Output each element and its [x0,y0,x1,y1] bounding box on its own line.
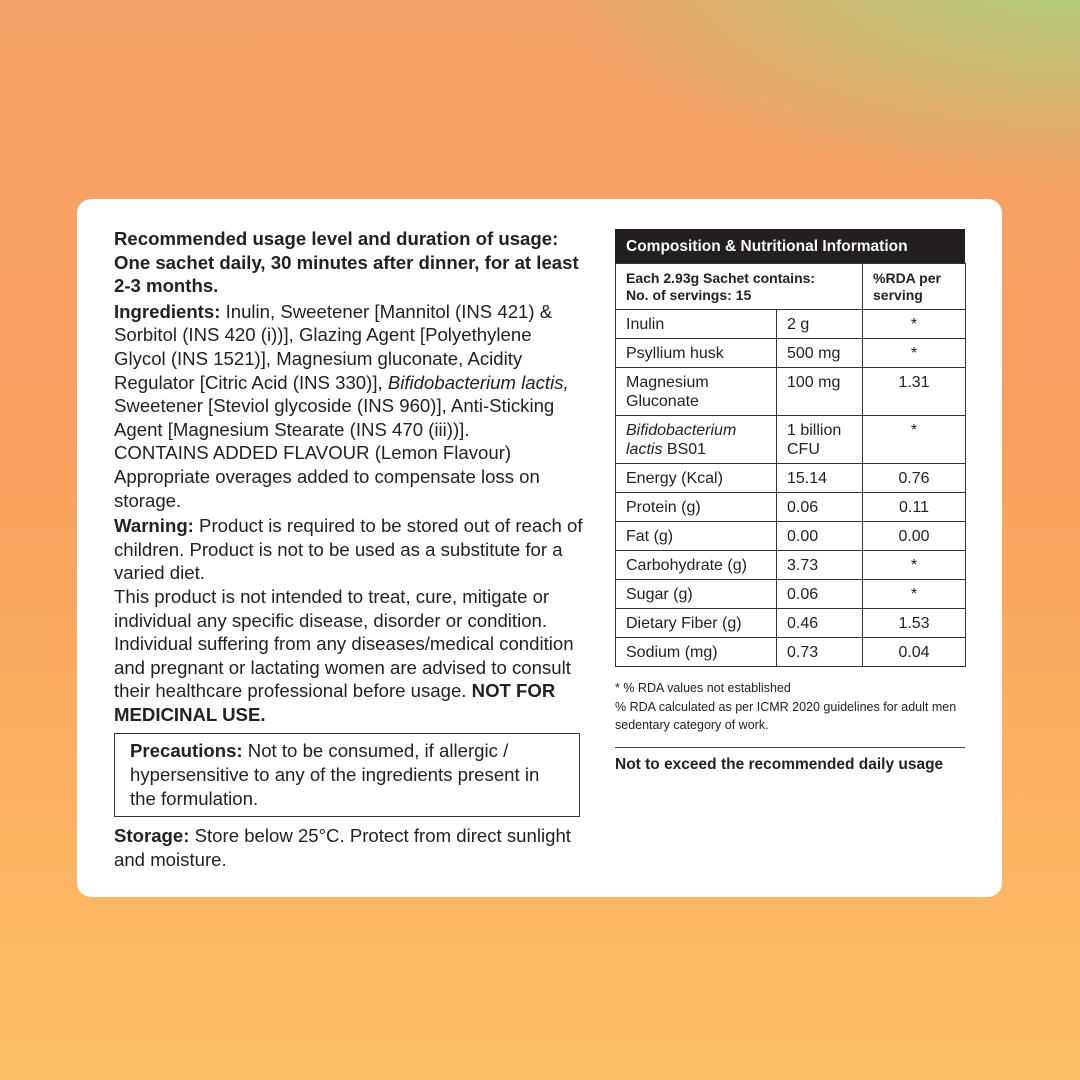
nutrient-amount: 500 mg [777,339,863,368]
ingredients-text: Inulin, Sweetener [Mannitol (INS 421) & Sorbitol (INS 420 (i))], Glazing Agent [Polyethylene Glycol (INS 1521)], Magnesium gluconate, Acidity Regulator [Citric Acid (INS 330)], [114,300,553,393]
precautions-box [114,733,580,817]
not-medicinal-notice: NOT FOR MEDICINAL USE. [114,680,556,725]
nutrition-row [616,580,966,609]
nutrition-row [616,522,966,551]
nutrient-name: Energy (Kcal) [616,464,777,493]
disclaimer-paragraph [114,585,584,727]
nutrition-row [616,339,966,368]
nutrient-amount: 0.06 [777,580,863,609]
nutrition-rows [616,310,966,667]
ingredients-paragraph [114,300,584,442]
servings-count: No. of servings: 15 [626,287,752,303]
nutrient-amount: 100 mg [777,368,863,416]
nutrient-name: Protein (g) [616,493,777,522]
nutrient-name: Carbohydrate (g) [616,551,777,580]
label-card [77,199,1002,897]
nutrition-table [615,263,966,667]
nutrition-row [616,368,966,416]
nutrient-rda: * [863,580,966,609]
nutrition-row [616,551,966,580]
nutrient-rda: 0.11 [863,493,966,522]
sachet-contents: Each 2.93g Sachet contains: [626,270,816,286]
nutrient-name: Bifidobacterium lactis BS01 [616,416,777,464]
storage-paragraph [114,824,584,871]
storage-label: Storage: [114,825,190,847]
nutrient-name: Inulin [616,310,777,339]
nutrient-amount: 0.06 [777,493,863,522]
overages-statement: Appropriate overages added to compensate loss on storage. [114,465,540,511]
nutrient-amount: 0.46 [777,609,863,638]
storage-text: Store below 25°C. Protect from direct sunlight and moisture. [114,825,571,870]
precautions-text: Not to be consumed, if allergic / hypersensitive to any of the ingredients present in the formulation. [130,740,540,809]
ingredients-label: Ingredients: [114,300,221,322]
nutrient-rda: 1.31 [863,368,966,416]
nutrition-row [616,416,966,464]
nutrient-name: Sodium (mg) [616,638,777,667]
nutrient-name: Dietary Fiber (g) [616,609,777,638]
ingredients-text-cont: Sweetener [Steviol glycoside (INS 960)], Anti-Sticking Agent [Magnesium Stearate (INS 470 (iii))]. [114,395,555,440]
rda-header-cell: %RDA per serving [863,264,966,310]
nutrient-amount: 2 g [777,310,863,339]
nutrition-row [616,493,966,522]
nutrient-amount: 3.73 [777,551,863,580]
daily-limit-notice: Not to exceed the recommended daily usage [615,755,944,773]
nutrient-name: Psyllium husk [616,339,777,368]
nutrition-row [616,638,966,667]
nutrient-amount: 0.73 [777,638,863,667]
nutrient-amount: 1 billion CFU [777,416,863,464]
serving-info-cell [616,264,863,310]
footnotes [615,679,965,735]
warning-paragraph [114,514,584,585]
nutrient-rda: 0.76 [863,464,966,493]
nutrient-amount: 0.00 [777,522,863,551]
precautions-label: Precautions: [130,740,243,762]
nutrient-rda: * [863,339,966,368]
divider [615,747,965,748]
disclaimer-text: This product is not intended to treat, cure, mitigate or individual any specific disease, disorder or condition. Individual suffering from any diseases/medical condition and pregnant or lactating women are advised to consult their healthcare professional before usage. [114,585,574,702]
usage-instructions: Recommended usage level and duration of usage: One sachet daily, 30 minutes after dinner, for at least 2-3 months. [114,228,579,297]
nutrition-row [616,609,966,638]
nutrient-rda: 0.04 [863,638,966,667]
nutrient-rda: * [863,416,966,464]
nutrient-rda: * [863,551,966,580]
warning-label: Warning: [114,515,194,537]
nutrition-table-header-row [616,264,966,310]
nutrition-table-title: Composition & Nutritional Information [615,229,965,263]
product-info-column [114,227,584,871]
nutrient-name: Fat (g) [616,522,777,551]
nutrient-name: Magnesium Gluconate [616,368,777,416]
ingredients-probiotic: Bifidobacterium lactis, [387,371,569,393]
nutrition-row [616,464,966,493]
nutrient-rda: 1.53 [863,609,966,638]
nutrient-rda: * [863,310,966,339]
nutrition-row [616,310,966,339]
nutrition-column [615,229,965,774]
nutrient-amount: 15.14 [777,464,863,493]
nutrient-name: Sugar (g) [616,580,777,609]
rda-footnote: * % RDA values not established [615,681,791,695]
warning-text: Product is required to be stored out of reach of children. Product is not to be used as a substitute for a varied diet. [114,515,583,584]
nutrient-rda: 0.00 [863,522,966,551]
flavour-statement: CONTAINS ADDED FLAVOUR (Lemon Flavour) [114,442,512,464]
icmr-footnote: % RDA calculated as per ICMR 2020 guidelines for adult men sedentary category of work. [615,699,957,732]
